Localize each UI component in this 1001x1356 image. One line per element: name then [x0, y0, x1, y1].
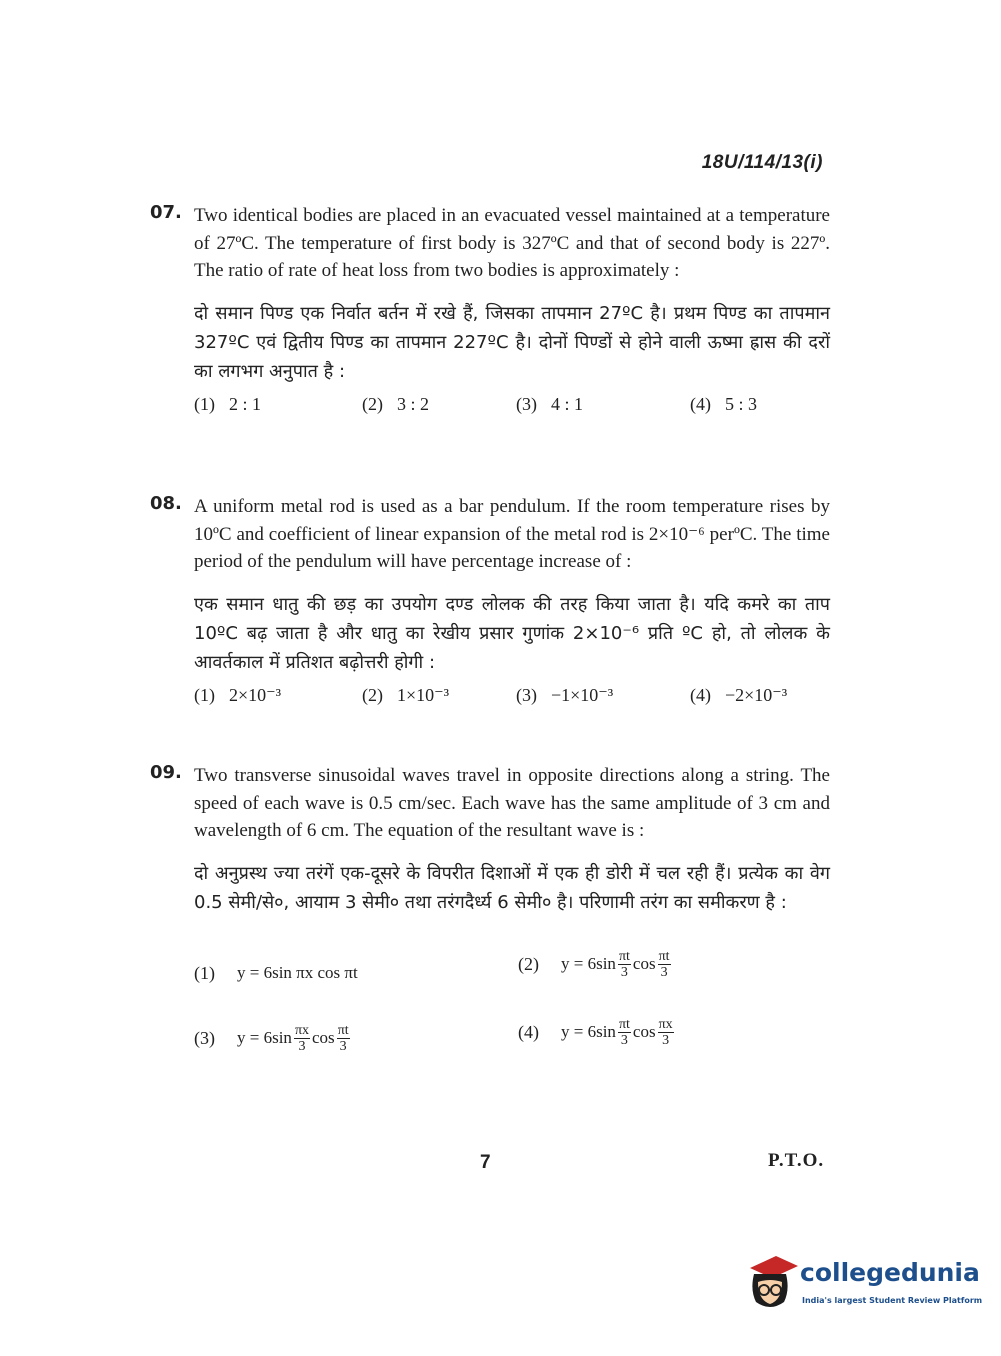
question-text-english: Two transverse sinusoidal waves travel in opposite directions along a string. The speed of each wave is 0.5 cm/sec. Each wave has the same amplitude of 3 cm and wavelength of 6 cm. The equation of the resultant wave is : — [194, 765, 830, 841]
collegedunia-logo — [742, 1250, 983, 1320]
option-3: (3) y = 6sin $\frac{\pi x}{3}$ cos $\frac{\pi t}{3}$ — [194, 1023, 352, 1054]
question-text-hindi: दो समान पिण्ड एक निर्वात बर्तन में रखे हैं, जिसका तापमान 27ºC है। प्रथम पिण्ड का तापमान 327ºC एवं द्वितीय पिण्ड का तापमान 227ºC है। दोनों पिण्डों से होने वाली ऊष्मा ह्रास की दरों का लगभग अनुपात है : — [194, 302, 830, 382]
option-3: (3) −1×10⁻³ — [516, 684, 614, 705]
logo-tagline: India's largest Student Review Platform — [802, 1296, 983, 1305]
formula: y = 6sin $\frac{\pi t}{3}$ cos $\frac{\pi t}{3}$ — [561, 948, 670, 980]
question-number: 08. — [150, 493, 182, 514]
question-text-hindi: एक समान धातु की छड़ का उपयोग दण्ड लोलक की तरह किया जाता है। यदि कमरे का ताप 10ºC बढ़ जाता है और धातु का रेखीय प्रसार गुणांक 2×10⁻⁶ प्रति ºC हो, तो लोलक के आवर्तकाल में प्रतिशत बढ़ोत्तरी होगी : — [194, 593, 830, 673]
option-2: (2) 3 : 2 — [362, 393, 430, 414]
mascot-icon — [742, 1250, 798, 1314]
options — [194, 685, 830, 711]
question-08 — [150, 493, 830, 711]
question-text-english: Two identical bodies are placed in an evacuated vessel maintained at a temperature of 27ºC. The temperature of first body is 327ºC and that of second body is 227º. The ratio of rate of heat loss from two bodies is approximately : — [194, 205, 830, 281]
option-1: (1) 2 : 1 — [194, 393, 262, 414]
option-4: (4) 5 : 3 — [690, 393, 758, 414]
question-09 — [150, 762, 830, 1083]
page-number: 7 — [480, 1152, 491, 1173]
question-text-hindi: दो अनुप्रस्थ ज्या तरंगें एक-दूसरे के विपरीत दिशाओं में एक ही डोरी में चल रही हैं। प्रत्येक का वेग 0.5 सेमी/से०, आयाम 3 सेमी० तथा तरंगदैर्ध्य 6 सेमी० है। परिणामी तरंग का समीकरण है : — [194, 862, 830, 913]
option-4: (4) −2×10⁻³ — [690, 684, 788, 705]
options — [194, 943, 830, 1083]
formula: y = 6sin $\frac{\pi t}{3}$ cos $\frac{\pi x}{3}$ — [561, 1016, 673, 1048]
formula: y = 6sin $\frac{\pi x}{3}$ cos $\frac{\pi t}{3}$ — [237, 1022, 349, 1054]
question-text-english: A uniform metal rod is used as a bar pendulum. If the room temperature rises by 10ºC and coefficient of linear expansion of the metal rod is 2×10⁻⁶ perºC. The time period of the pendulum will have percentage increase of : — [194, 496, 830, 572]
option-1: (1) y = 6sin πx cos πt — [194, 962, 358, 983]
formula: y = 6sin πx cos πt — [237, 963, 358, 982]
option-1: (1) 2×10⁻³ — [194, 684, 282, 705]
logo-wordmark: collegedunia — [800, 1258, 980, 1287]
option-2: (2) y = 6sin $\frac{\pi t}{3}$ cos $\frac{\pi t}{3}$ — [518, 949, 673, 980]
question-number: 07. — [150, 202, 182, 223]
options — [194, 394, 830, 420]
question-07 — [150, 202, 830, 420]
option-4: (4) y = 6sin $\frac{\pi t}{3}$ cos $\frac{\pi x}{3}$ — [518, 1017, 676, 1048]
option-2: (2) 1×10⁻³ — [362, 684, 450, 705]
pto-label: P.T.O. — [768, 1150, 825, 1171]
option-3: (3) 4 : 1 — [516, 393, 584, 414]
paper-code: 18U/114/13(i) — [701, 152, 823, 173]
question-number: 09. — [150, 762, 182, 783]
